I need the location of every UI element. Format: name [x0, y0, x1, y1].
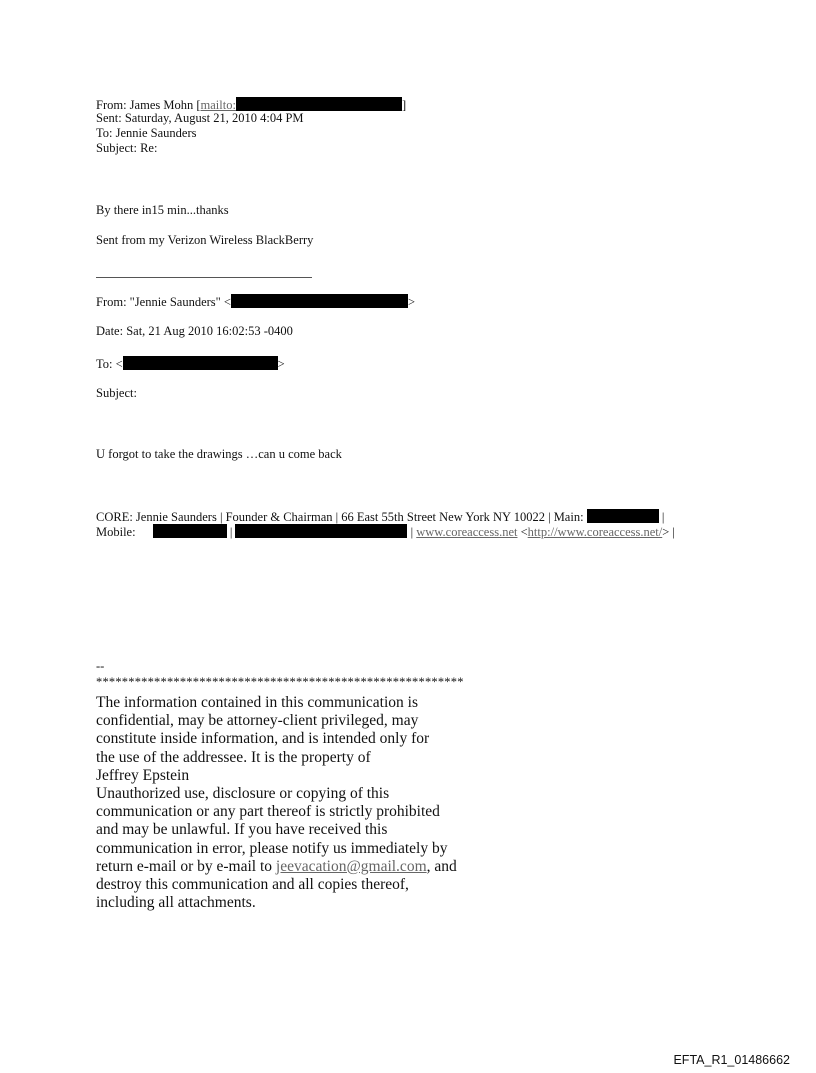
quoted-to-close: > [277, 357, 285, 371]
body-line-1: By there in15 min...thanks [96, 203, 229, 217]
document-id: EFTA_R1_01486662 [673, 1053, 790, 1067]
header-subject: Subject: Re: [96, 141, 158, 155]
mailto-link[interactable]: mailto: [200, 98, 236, 112]
disclaimer-dashes: -- [96, 659, 105, 673]
disclaimer-line: Unauthorized use, disclosure or copying of this [96, 785, 390, 803]
angle-open: < [520, 525, 528, 539]
quoted-subject: Subject: [96, 386, 137, 400]
signature-separator: | [410, 525, 414, 539]
redaction-bar [235, 524, 407, 538]
disclaimer-line: and may be unlawful. If you have received this [96, 821, 388, 839]
quoted-from-close: > [407, 295, 416, 309]
disclaimer-line: communication or any part thereof is strictly prohibited [96, 803, 440, 821]
redaction-bar [236, 97, 402, 111]
disclaimer-line: communication in error, please notify us immediately by [96, 839, 448, 857]
disclaimer-stars: ********************************************************* [96, 675, 464, 689]
disclaimer-line-prefix: return e-mail or by e-mail to [96, 857, 276, 875]
header-from-label: From: James Mohn [ [96, 98, 201, 112]
disclaimer-line: including all attachments. [96, 894, 256, 912]
disclaimer-line: constitute inside information, and is intended only for [96, 730, 430, 748]
header-sent: Sent: Saturday, August 21, 2010 4:04 PM [96, 111, 304, 125]
quoted-from-label: From: "Jennie Saunders" < [96, 295, 231, 309]
email-link[interactable]: jeevacation@gmail.com [275, 857, 427, 875]
quoted-to [96, 356, 285, 371]
redaction-bar [153, 524, 227, 538]
signature-line-1 [96, 509, 664, 524]
disclaimer-line: Jeffrey Epstein [96, 766, 190, 784]
redaction-bar [123, 356, 278, 370]
signature-text: CORE: Jennie Saunders | Founder & Chairman | 66 East 55th Street New York NY 10022 | Main: [96, 510, 587, 524]
redaction-bar [587, 509, 659, 523]
signature-separator: | [661, 510, 665, 524]
website-full-link[interactable]: http://www.coreaccess.net/ [527, 525, 663, 539]
disclaimer-line: The information contained in this communication is [96, 694, 418, 711]
quoted-date: Date: Sat, 21 Aug 2010 16:02:53 -0400 [96, 324, 293, 338]
quoted-to-label: To: < [96, 357, 123, 371]
website-link[interactable]: www.coreaccess.net [416, 525, 518, 539]
mobile-label: Mobile: [96, 525, 139, 539]
disclaimer-line-suffix: , and [426, 857, 457, 875]
disclaimer-line: destroy this communication and all copies thereof, [96, 876, 409, 894]
angle-close: > | [662, 525, 675, 539]
header-to: To: Jennie Saunders [96, 126, 197, 140]
quoted-message: U forgot to take the drawings …can u come back [96, 447, 342, 461]
divider-line [96, 277, 312, 278]
disclaimer-text [96, 694, 496, 912]
signature-line-2 [96, 524, 675, 539]
header-from [96, 97, 406, 112]
redaction-bar [231, 294, 408, 308]
body-line-2: Sent from my Verizon Wireless BlackBerry [96, 233, 314, 247]
header-from-close: ] [401, 98, 407, 112]
disclaimer-line: confidential, may be attorney-client privileged, may [96, 712, 419, 730]
quoted-from [96, 294, 415, 309]
disclaimer-line: the use of the addressee. It is the property of [96, 748, 371, 766]
disclaimer-line [96, 858, 496, 876]
signature-separator: | [229, 525, 233, 539]
